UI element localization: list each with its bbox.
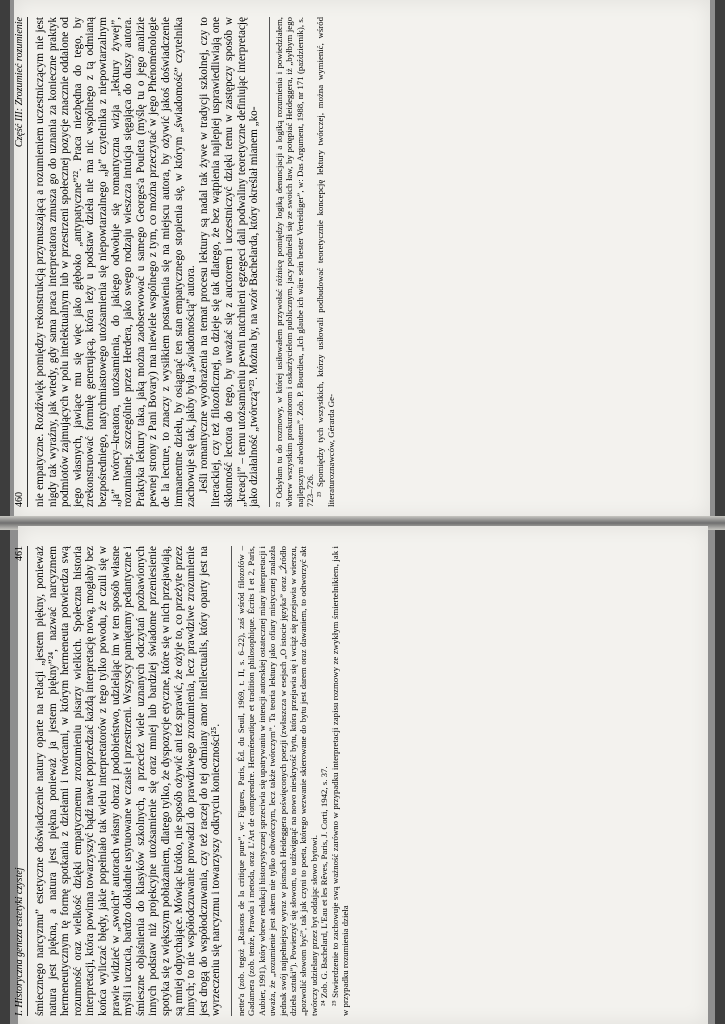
right-page-header <box>14 546 28 1016</box>
left-page-body <box>34 17 261 507</box>
paragraph: śmiecznego narcyzmu” estetyczne doświadczenie natury oparte na relacji „jestem piękny, ponieważ natura jest piękna, a natura jest piękna ponieważ ja jestem piękny”²⁴, nazwać narcyzmem hermeneutycznym tę formę spotkania z dziełami i twórcami, w którym hermeneuta potwierdza swą rozumność oraz wielkość dzięki empatycznemu zrozumieniu pisarzy wielkich. Społeczna historia interpretacji, która powinna towarzyszyć bądź nawet poprzedzać każdą interpretację nową, mogłaby bez końca wyliczać błędy, jakie popełniało tak wielu interpretatorów z tego tylko powodu, że czuli się w prawie widzieć w „swoich” autorach własny obraz i podobieństwo, udzielając im w ten sposób własne myśli i uczucia, bardzo dokładnie usytuowane w czasie i przestrzeni. Wszyscy pamiętamy pedantyczne i śmieszne objaśnienia do klasyków szkolnych, a przecież wiele uznanych odczytań pozbawionych innych podstaw niż projekcyjne utożsamienie się oraz mniej lub bardziej świadome przeniesienie spotyka się z większym pobłażaniem, dlatego tylko, że dyspozycje etyczne, które się w nich przejawiają, są mniej odpychające. Mówiąc krótko, nie sposób ożywić ani też sprawić, że ożyje to, co przeżyte przez innych; to nie współodczuwanie prowadzi do prawdziwego zrozumienia, lecz prawdziwe zrozumienie jest drogą do współodczuwania, czy też raczej do tej odmiany amor intellectualis, który oparty jest na wyrzeczeniu się narcyzmu i towarzyszy odkryciu konieczności²⁵. <box>34 546 223 1016</box>
footnote: ²³ Spomiędzy tych wszystkich, którzy usiłowali podbudować teoretycznie koncepcję lektury twórczej, można wymienić, wśród literaturoznawców, Gérarda Ge- <box>315 17 336 507</box>
left-page-header <box>14 17 28 507</box>
running-head: I. Historyczna geneza estetyki czystej <box>14 867 25 1016</box>
footnote: nette'a (zob. tegoż „Raisons de la critique pure”, w: Figures, Paris, Éd. du Seuil, 1969, t. II, s. 6–22), zaś wśród filozofów – Gadamera (zob. tenże, Prawda i metoda, oraz L'Art de comprendre. Herméneutique et tradition philosophique. Écrits I et 2, Paris, Aubier, 1991), który wbrew redukcji historystycznej sprzeciwia się upatrywaniu w intencji autorskiej ostatecznej miary interpretacji i uważa, że „rozumienie jest aktem nie tylko odtwórczym, lecz także twórczym”. Ta teoria lektury jako ofiary mistycznej znalazła jednak swój najpełniejszy wyraz w pismach Heideggera poświęconych poezji (zwłaszcza w esejach „O istocie języka” oraz „Źródło dzieła sztuki”). Powierzyć się słowom, to udźwignąć na nowo nieskryość bytu, która przejawia się i wciąż się przejawia w wierszu, „pozwolić słowom być”, tak jak czyni to poeta, którego wezwanie skierowane do bytu jest darem oraz dawaniem, to odtworzyć akt twórczy udzielany przez byt oddając słowo bytowi. <box>235 546 319 1016</box>
footnote: ²⁵ Stwierdzenie to zachowuje swą ważność zarówno w przypadku interpretacji zapisu rozmowy ze zwykłym śmiertelnikiem, jak i w przypadku rozumienia dzieła <box>329 546 350 1016</box>
left-page-footnotes <box>269 17 336 507</box>
right-page-body <box>34 546 223 1016</box>
right-page-footnotes <box>231 546 350 1016</box>
paragraph: Jeśli romantyczne wyobrażenia na temat procesu lektury są nadal tak żywe w tradycji szkolnej, czy to literackiej, czy też filozoficznej, to dzieje się tak dlatego, że bez wątpienia najlepiej usprawiedliwiają one skłonność lectora do tego, by uważać się z auctorem i uczestniczyć dzięki temu w zastępczy sposób w „kreacji” – temu utożsamieniu pewni natchnieni egzegeci dali podwaliny teoretyczne definiując interpretację jako działalność „twórczą”²³. Można by, na wzór Bachelarda, który określał mianem „ko- <box>197 17 261 507</box>
running-head: Część III: Zrozumieć rozumienie <box>14 17 25 148</box>
right-page-content <box>14 546 674 1016</box>
footnote: ²² Odsyłam tu do rozmowy, w której usiłowałem przywołać różnicę pomiędzy logiką denuncjacji a logiką rozumienia i powiedziałem, wbrew wszystkim prokuratorom i oskarżycielom publicznym, jacy podnieśli się ze swoich ław, by potępiać Heideggera, iż „byłbym jego najlepszym adwokatem”. Zob. P. Bourdieu, „Ich glaube ich wäre sein bester Verteidiger”, w: Das Argument, 1988, nr 171 (październik), s. 723–726. <box>273 17 315 507</box>
page-number: 460 <box>14 492 25 507</box>
paragraph: nie empatyczne. Rozdźwięk pomiędzy rekonstrukcją przymuszającą a rozumieniem uczestniczącym nie jest nigdy tak wyraźny, jak wtedy, gdy sama praca interpretatora zmusza go do uznania za konieczne praktyk podmiotów zajmujących w polu intelektualnym lub w przestrzeni społecznej pozycje znacznie oddalone od jego własnych, jawiące mu się więc jako głęboko „antypatyczne”²². Praca niezbędna do tego, by zrekonstruować formułę generującą, która leży u podstaw dzieła nie ma nic wspólnego z tą odmianą bezpośredniego, natychmiastowego utożsamienia się niepowtarzalnego „ja” czytelnika z niepowtarzalnym „ja” twórcy–kreatora, utożsamienia, do jakiego odwołuje się romantyczna wizja „lektury żywej”, rozumianej, szczególnie przez Herdera, jako swego rodzaju wieszcza intuicja sięgająca do duszy autora. Praktyka lektury taka, jaką można zaobserwować u samego Georges'a Pouleta (myślę tu o jego analizie pewnej strony z Pani Bovary) ma niewiele wspólnego z tym, co można przeczytać w jego Phénoménologie de la lecture, to znaczy z wysiłkiem postawienia się na miejscu autora, by ożywić jakoś doświadczenie immanentne dziełu, by osiągnąć ten stan empatycznego stopienia się, w którym „świadomość” czytelnika zachowuje się tak, jakby była „świadomością” autora. <box>34 17 198 507</box>
page-number: 461 <box>14 546 25 561</box>
footnote: ²⁴ Zob. G. Bachelard, L'Eau et les Rêves, Paris, J. Corti, 1942, s. 37. <box>319 766 330 1006</box>
left-page-content <box>14 17 674 507</box>
